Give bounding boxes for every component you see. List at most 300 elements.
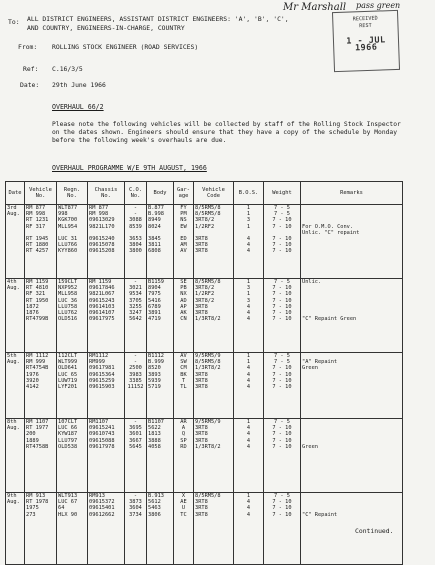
cell-line: 7 - 10 (272, 511, 292, 518)
cell-line: 8/5RM5/8 (195, 211, 221, 218)
cell-line: 7 - 10 (272, 425, 292, 432)
cell-line: RT 1945 (26, 235, 49, 242)
overhaul-schedule-table (5, 181, 403, 565)
body-cell (147, 205, 174, 279)
cell-line: 8539 (129, 223, 142, 230)
table-row (6, 419, 403, 493)
cell-line: WLT877 (58, 205, 78, 211)
weight-cell (264, 419, 301, 493)
cell-line: 7 - 10 (272, 235, 292, 242)
cell-line: EW (180, 223, 187, 230)
bos-cell (234, 353, 264, 419)
cell-line: AE (180, 499, 187, 506)
chassis-no-cell (88, 279, 125, 353)
bos-cell (234, 205, 264, 279)
cell-line: B1159 (148, 279, 164, 285)
continued-note: Continued. (355, 527, 394, 535)
cell-line: 8520 (148, 365, 161, 372)
cell-line: 3893 (148, 371, 161, 378)
cell-line: LLU797 (58, 437, 78, 444)
cell-line: 4 (246, 437, 251, 444)
cell-line: 7 - 10 (272, 242, 292, 249)
cell-line: B.913 (148, 493, 164, 499)
cell-line: 4 (246, 316, 251, 323)
cell-line: 1813 (148, 431, 161, 438)
cell-line: SP (180, 437, 187, 444)
table-row (6, 205, 403, 279)
instruction-paragraph: Please note the following vehicles will be collected by staff of the Rolling Stock Inspector on the dates shown. Engineers should ensure that they have a copy of the schedule by Monday before the following week's overhauls are due. (52, 121, 401, 145)
col-vehicle-code: Vehicle Code (194, 182, 234, 205)
co-no-cell (125, 419, 147, 493)
cell-line: 7 - 10 (272, 377, 292, 384)
cell-line: 1976 (26, 371, 39, 378)
date-cell (6, 419, 25, 493)
cell-line: 200 (26, 431, 36, 438)
cell-line: 6789 (148, 303, 161, 310)
cell-line: LLU758 (58, 303, 78, 310)
date-cell (6, 205, 25, 279)
table-body (6, 205, 403, 565)
table-row (6, 279, 403, 353)
cell-line: RT 1978 (26, 499, 49, 506)
cell-line: 1/3RT8/2 (195, 316, 221, 323)
cell-line: 273 (26, 511, 36, 518)
cell-line: 3RT8 (195, 499, 208, 506)
garage-cell (174, 353, 194, 419)
cell-line: 1889 (26, 437, 39, 444)
cell-line: 3920 (26, 377, 39, 384)
cell-line: 5645 (129, 443, 142, 450)
cell-line: 3 (246, 297, 251, 304)
cell-line: 7 - 5 (274, 205, 290, 211)
remarks-cell (301, 353, 403, 419)
cell-line: RM 998 (26, 211, 46, 218)
cell-line: 3705 (129, 297, 142, 304)
cell-line: OLD538 (58, 443, 78, 450)
cell-line: 5612 (148, 499, 161, 506)
cell-line: MLL954 (58, 223, 78, 230)
to-line-2: AND COUNTRY, ENGINEERS-IN-CHARGE, COUNTRY (27, 24, 185, 32)
cell-line: 4 (246, 371, 251, 378)
weight-cell (264, 493, 301, 565)
cell-line: 09613029 (89, 217, 115, 224)
cell-line: RT4754B (26, 365, 49, 372)
programme-title: OVERHAUL PROGRAMME W/E 9TH AUGUST, 1966 (52, 164, 207, 172)
cell-line: BK (180, 371, 187, 378)
cell-line: 3RT8 (195, 437, 208, 444)
cell-line: 1975 (26, 505, 39, 512)
cell-line: 7 - 10 (272, 365, 292, 372)
cell-line: 7 - 5 (274, 353, 290, 359)
cell-line: RF 317 (26, 223, 46, 230)
cell-line: 3385 (129, 377, 142, 384)
cell-line: 3RT8/2 (195, 217, 215, 224)
cell-line: 1 (246, 279, 251, 285)
cell-line: 1/3RT8/2 (195, 365, 221, 372)
cell-line: 09615372 (89, 499, 115, 506)
cell-line: 4 (246, 505, 251, 512)
cell-line: LUC 65 (58, 371, 78, 378)
cell-line: 3RT8 (195, 425, 208, 432)
cell-line: 09615208 (89, 248, 115, 255)
cell-line: 8/5RM5/8 (195, 493, 221, 499)
cell-line: PB (180, 285, 187, 292)
cell-line: LLU766 (58, 242, 78, 249)
cell-line: RM 999 (26, 359, 46, 366)
cell-line: LUW719 (58, 377, 78, 384)
cell-line: 4142 (26, 383, 39, 390)
vehicle-no-cell (25, 205, 57, 279)
vehicle-no-cell (25, 493, 57, 565)
cell-line: LUC 36 (58, 297, 78, 304)
cell-line: 3667 (129, 437, 142, 444)
cell-line: 3653 (129, 235, 142, 242)
cell-line: 3247 (129, 309, 142, 316)
cell-line: RM 877 (26, 205, 46, 211)
cell-line: RM 913 (26, 493, 46, 499)
cell-line: 7 - 10 (272, 285, 292, 292)
cell-line: B.998 (148, 211, 164, 218)
cell-line: RT 1950 (26, 297, 49, 304)
cell-line: 09617975 (89, 316, 115, 323)
cell-line: 9821L067 (89, 291, 115, 298)
cell-line: 1 (246, 211, 251, 218)
cell-line: T (181, 377, 186, 384)
cell-line: 4 (246, 511, 251, 518)
cell-line: 7975 (148, 291, 161, 298)
chassis-no-cell (88, 205, 125, 279)
cell-line: 7 - 10 (272, 217, 292, 224)
cell-line: SE (180, 279, 187, 285)
cell-line (302, 248, 401, 254)
cell-line: 3888 (148, 437, 161, 444)
cell-line: RM 1159 (89, 279, 112, 285)
cell-line: 9/5RM5/9 (195, 353, 221, 359)
cell-line: 1/2RF2 (195, 223, 215, 230)
cell-line: 09615401 (89, 505, 115, 512)
cell-line: 9821L170 (89, 223, 115, 230)
cell-line: 8024 (148, 223, 161, 230)
cell-line: HLX 90 (58, 511, 78, 518)
cell-line: 09617981 (89, 365, 115, 372)
cell-line: 9/5RM5/9 (195, 419, 221, 425)
cell-line: 8/5RM5/8 (195, 359, 221, 366)
cell-line: RT 4257 (26, 248, 49, 255)
body-cell (147, 493, 174, 565)
co-no-cell (125, 493, 147, 565)
cell-line: U (181, 505, 186, 512)
cell-line: 3RT8 (195, 248, 208, 255)
cell-line: 5642 (129, 316, 142, 323)
handwritten-note: pass green (356, 1, 401, 10)
to-label: To: (8, 18, 20, 26)
cell-line: 09617846 (89, 285, 115, 292)
body-cell (147, 279, 174, 353)
vehicle-no-cell (25, 419, 57, 493)
cell-line: 7 - 10 (272, 437, 292, 444)
cell-line: - (133, 359, 138, 366)
cell-line: 4 (246, 499, 251, 506)
cell-line: TC (180, 511, 187, 518)
cell-line: 2500 (129, 365, 142, 372)
cell-line: 1876 (26, 309, 39, 316)
cell-line (302, 384, 401, 390)
cell-line: WLT913 (58, 493, 78, 499)
cell-line: 3845 (148, 235, 161, 242)
col-bos: B.O.S. (234, 182, 264, 205)
cell-line: 3RT8/2 (195, 285, 215, 292)
overhaul-title: OVERHAUL 66/2 (52, 103, 104, 111)
handwritten-name: Mr Marshall (283, 2, 347, 13)
to-line-1: ALL DISTRICT ENGINEERS, ASSISTANT DISTRICT ENGINEERS: 'A', 'B', 'C', (27, 15, 289, 23)
cell-line: "C" Repaint (302, 511, 338, 518)
cell-line: 5463 (148, 505, 161, 512)
cell-line: Unlic. (302, 279, 322, 285)
bos-cell (234, 493, 264, 565)
cell-line: 09615240 (89, 235, 115, 242)
cell-line: 4 (246, 443, 251, 450)
cell-line: RF 321 (26, 291, 46, 298)
chassis-no-cell (88, 419, 125, 493)
cell-line: 1 (246, 359, 251, 366)
cell-line: SW (180, 359, 187, 366)
cell-line: 64 (58, 505, 65, 512)
stamp-line-2: REST (359, 22, 372, 30)
regn-no-cell (57, 279, 88, 353)
garage-cell (174, 205, 194, 279)
cell-line: RM 877 (89, 205, 109, 211)
chassis-no-cell (88, 493, 125, 565)
remarks-cell (301, 419, 403, 493)
cell-line: OLD641 (58, 365, 78, 372)
cell-line: 1 (246, 353, 251, 359)
cell-line: 4 (246, 383, 251, 390)
remarks-cell (301, 205, 403, 279)
cell-line: 1872 (26, 303, 39, 310)
cell-line: - (133, 353, 138, 359)
cell-line: 4 (246, 431, 251, 438)
cell-line: TL (180, 383, 187, 390)
cell-line: 3RT8 (195, 377, 208, 384)
cell-line: 1/2RF2 (195, 291, 215, 298)
cell-line: RM 1107 (26, 419, 49, 425)
date-label: 9th Aug. (7, 493, 20, 506)
cell-line: 4 (246, 309, 251, 316)
cell-line: 3RT8 (195, 303, 208, 310)
cell-line: 7 - 10 (272, 505, 292, 512)
cell-line: RT 4810 (26, 285, 49, 292)
col-garage: Gar-age (174, 182, 194, 205)
cell-line: RM 1159 (26, 279, 49, 285)
cell-line: RT4799B (26, 316, 49, 323)
vehicle-no-cell (25, 353, 57, 419)
cell-line: AR (180, 419, 187, 425)
ref-value: C.16/3/5 (52, 65, 83, 73)
cell-line: Unlic. "C" repaint (302, 229, 360, 236)
cell-line: OLD516 (58, 316, 78, 323)
date-cell (6, 353, 25, 419)
cell-line: KGK700 (58, 217, 78, 224)
cell-line: 3RT8 (195, 505, 208, 512)
cell-line: 998 (58, 211, 68, 218)
cell-line: 3804 (129, 242, 142, 249)
cell-line: 3RT8 (195, 511, 208, 518)
cell-line: 7 - 10 (272, 443, 292, 450)
cell-line: 1 (246, 419, 251, 425)
cell-line: 7 - 10 (272, 297, 292, 304)
weight-cell (264, 279, 301, 353)
cell-line: KYW187 (58, 431, 78, 438)
cell-line: AV (180, 353, 187, 359)
cell-line: A (181, 425, 186, 432)
cell-line: CM (180, 365, 187, 372)
cell-line: 7 - 10 (272, 371, 292, 378)
table-header-row (6, 182, 403, 205)
cell-line: 4719 (148, 316, 161, 323)
cell-line: 8/5RM5/8 (195, 205, 221, 211)
stamp-line-1: RECEIVED (352, 15, 378, 23)
cell-line: 09615078 (89, 242, 115, 249)
date-label: 5th Aug. (7, 353, 20, 366)
cell-line: 3983 (129, 371, 142, 378)
weight-cell (264, 353, 301, 419)
cell-line: 3RT8 (195, 309, 208, 316)
cell-line: RT4758B (26, 443, 49, 450)
cell-line: Q (181, 431, 186, 438)
cell-line: 8/5RM5/8 (195, 279, 221, 285)
stamp-date: 1 - JUL 1966 (346, 35, 386, 54)
ref-label: Ref: (23, 65, 39, 73)
cell-line: 7 - 10 (272, 316, 292, 323)
co-no-cell (125, 353, 147, 419)
cell-line: 7 - 10 (272, 499, 292, 506)
from-value: ROLLING STOCK ENGINEER (ROAD SERVICES) (52, 43, 199, 51)
cell-line: 3 (246, 285, 251, 292)
cell-line: Green (302, 443, 318, 450)
cell-line: 09615088 (89, 437, 115, 444)
cell-line: 7 - 10 (272, 431, 292, 438)
date-cell (6, 493, 25, 565)
cell-line: 7 - 10 (272, 223, 292, 230)
cell-line: - (133, 419, 138, 425)
cell-line: 4 (246, 235, 251, 242)
cell-line: KYY860 (58, 248, 78, 255)
cell-line: 09615241 (89, 425, 115, 432)
col-weight: Weight (264, 182, 301, 205)
cell-line: AD (180, 297, 187, 304)
cell-line: B1112 (148, 353, 164, 359)
cell-line: 3800 (129, 248, 142, 255)
cell-line: 3RT8 (195, 371, 208, 378)
co-no-cell (125, 205, 147, 279)
cell-line: LYF201 (58, 383, 78, 390)
cell-line: 09614103 (89, 303, 115, 310)
cell-line: 3891 (148, 309, 161, 316)
regn-no-cell (57, 205, 88, 279)
cell-line: 3604 (129, 505, 142, 512)
cell-line: 112CLT (58, 353, 78, 359)
cell-line: "A" Repaint (302, 359, 338, 366)
cell-line: 3088 (129, 217, 142, 224)
cell-line: 6808 (148, 248, 161, 255)
cell-line: - (133, 211, 138, 218)
weight-cell (264, 205, 301, 279)
table-row (6, 493, 403, 565)
cell-line: RT 1977 (26, 425, 49, 432)
cell-line: 7 - 10 (272, 248, 292, 255)
col-vehicle-no: Vehicle No. (25, 182, 57, 205)
cell-line: 09615903 (89, 383, 115, 390)
cell-line: 3255 (129, 303, 142, 310)
cell-line: 4 (246, 248, 251, 255)
cell-line: NXP952 (58, 285, 78, 292)
cell-line: 3873 (129, 499, 142, 506)
cell-line: RM1107 (89, 419, 109, 425)
cell-line: 7 - 5 (274, 493, 290, 499)
cell-line: 8949 (148, 217, 161, 224)
cell-line: NX (180, 291, 187, 298)
garage-cell (174, 279, 194, 353)
vehicle-code-cell (194, 279, 234, 353)
cell-line: 3021 (129, 285, 142, 292)
cell-line: 4 (246, 303, 251, 310)
cell-line: RM 998 (89, 211, 109, 218)
cell-line: FY (180, 205, 187, 211)
body-cell (147, 419, 174, 493)
bos-cell (234, 279, 264, 353)
cell-line: 3811 (148, 242, 161, 249)
vehicle-no-cell (25, 279, 57, 353)
cell-line: 3RT8/2 (195, 297, 215, 304)
received-stamp (332, 10, 400, 72)
regn-no-cell (57, 493, 88, 565)
cell-line: ED (180, 235, 187, 242)
cell-line: X (181, 493, 186, 499)
cell-line: 8904 (148, 285, 161, 292)
cell-line: 7 - 10 (272, 309, 292, 316)
garage-cell (174, 419, 194, 493)
cell-line: RT 1231 (26, 217, 49, 224)
cell-line: 7 - 5 (274, 359, 290, 366)
cell-line: RM1112 (89, 353, 109, 359)
date-label: 3rd Aug. (7, 205, 20, 218)
body-cell (147, 353, 174, 419)
col-chassis-no: Chassis No. (88, 182, 125, 205)
date-label: Date: (20, 81, 40, 89)
cell-line: 3RT8 (195, 242, 208, 249)
cell-line: 3695 (129, 425, 142, 432)
cell-line: WLT999 (58, 359, 78, 366)
cell-line: 4058 (148, 443, 161, 450)
date-cell (6, 279, 25, 353)
cell-line: B1107 (148, 419, 164, 425)
cell-line: - (133, 493, 138, 499)
col-remarks: Remarks (301, 182, 403, 205)
cell-line: AM (180, 242, 187, 249)
cell-line: 4 (246, 365, 251, 372)
cell-line: LLU762 (58, 309, 78, 316)
cell-line: "C" Repaint Green (302, 316, 357, 323)
garage-cell (174, 493, 194, 565)
cell-line: MLL958 (58, 291, 78, 298)
cell-line: LUC 67 (58, 499, 78, 506)
vehicle-code-cell (194, 419, 234, 493)
vehicle-code-cell (194, 493, 234, 565)
cell-line: 09615243 (89, 297, 115, 304)
date-value: 29th June 1966 (52, 81, 106, 89)
cell-line: 7 - 10 (272, 303, 292, 310)
cell-line: B.999 (148, 359, 164, 366)
